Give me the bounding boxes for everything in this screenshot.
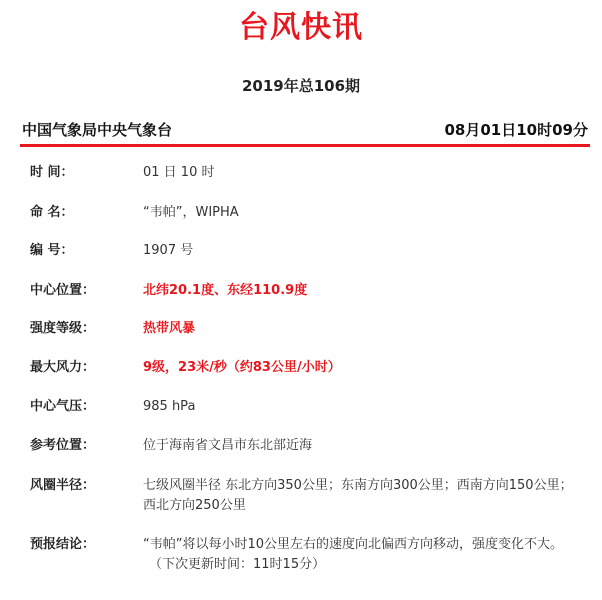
row-label: 最大风力： — [30, 360, 96, 375]
row-label: 编 号： — [30, 243, 74, 258]
bulletin-header — [22, 118, 588, 140]
page-title: 台风快讯 — [239, 10, 363, 45]
row-value: 七级风圈半径 东北方向350公里；东南方向300公里；西南方向150公里；西北方向250公里 — [143, 478, 573, 513]
row-value: 9级，23米/秒（约83公里/小时） — [143, 360, 341, 375]
forecast-text: “韦帕”将以每小时10公里左右的速度向北偏西方向移动，强度变化不大。 — [143, 537, 564, 552]
row-value: 位于海南省文昌市东北部近海 — [143, 438, 313, 453]
row-label: 中心位置： — [30, 283, 96, 298]
row-label: 参考位置： — [30, 438, 96, 453]
issue-number: 2019年总106期 — [241, 77, 361, 95]
row-value: “韦帕”，WIPHA — [143, 205, 239, 220]
row-value: 1907 号 — [143, 243, 194, 258]
row-label: 预报结论： — [30, 537, 96, 552]
issue-datetime: 08月01日10时09分 — [444, 120, 588, 139]
row-value: 热带风暴 — [143, 321, 196, 336]
row-value: 北纬20.1度、东经110.9度 — [143, 283, 308, 298]
next-update-note: （下次更新时间：11时15分） — [149, 557, 326, 572]
header-divider — [20, 144, 590, 147]
row-label: 中心气压： — [30, 399, 96, 414]
issuing-organization: 中国气象局中央气象台 — [22, 120, 173, 139]
row-value: 01 日 10 时 — [143, 165, 215, 180]
row-value-wrap — [143, 535, 583, 575]
row-label: 时 间： — [30, 165, 74, 180]
row-value: 985 hPa — [143, 399, 196, 414]
row-label: 命 名： — [30, 205, 74, 220]
row-label: 风圈半径： — [30, 478, 96, 493]
row-label: 强度等级： — [30, 321, 96, 336]
